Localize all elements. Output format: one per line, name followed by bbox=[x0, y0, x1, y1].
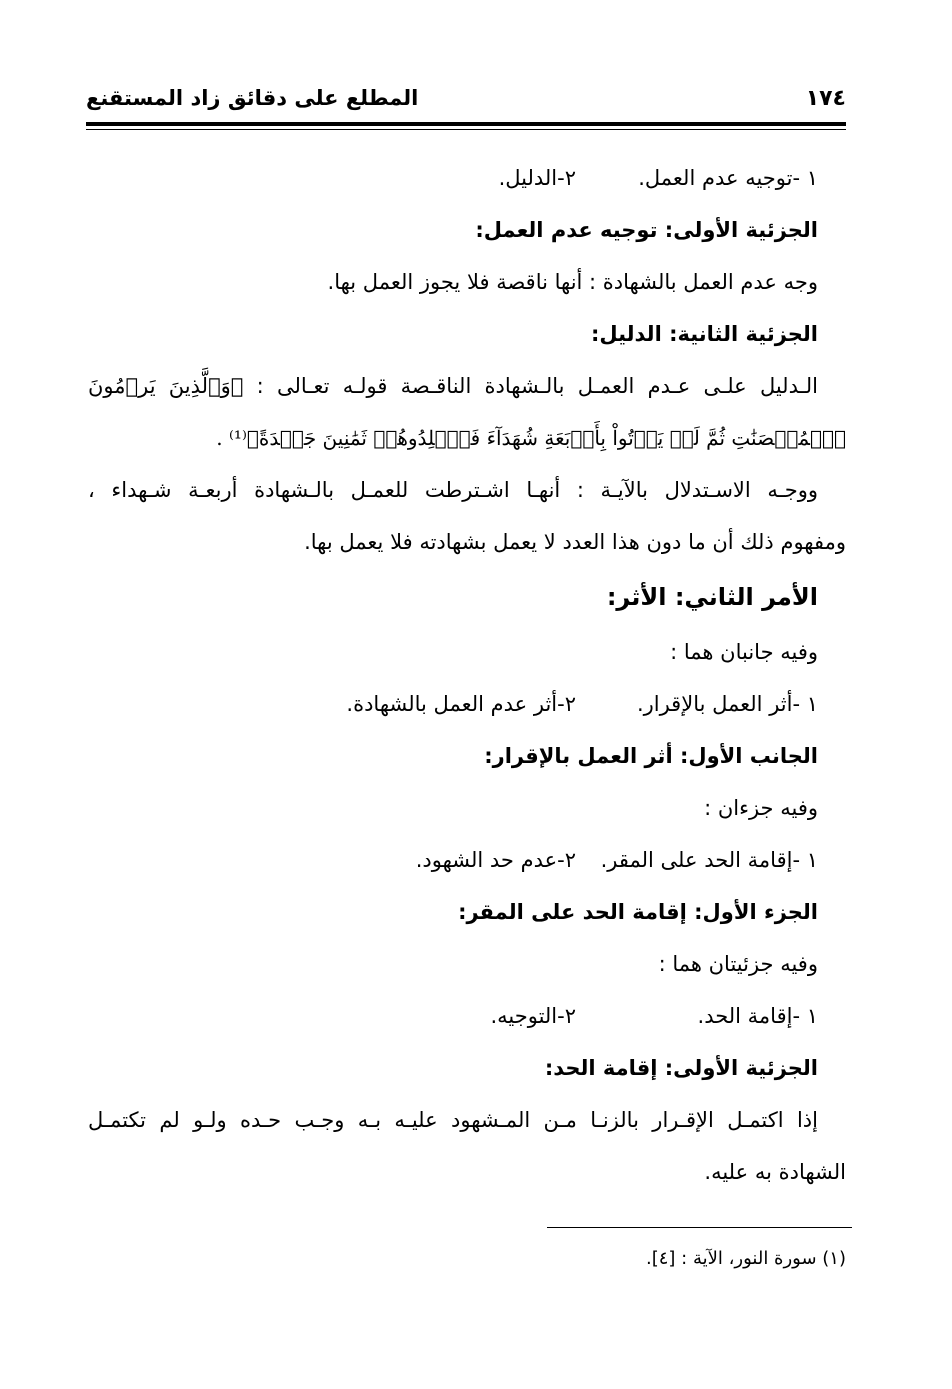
subheading: الجزئية الأولى: إقامة الحد: bbox=[544, 1056, 818, 1080]
paragraph-line: وجه عدم العمل بالشهادة : أنها ناقصة فلا يجوز العمل بها. bbox=[327, 270, 818, 294]
footnote: (١) سورة النور، الآية : [٤]. bbox=[646, 1248, 846, 1269]
list-item: ٢-الدليل. bbox=[498, 166, 576, 190]
list-item: ٢-عدم حد الشهود. bbox=[415, 848, 576, 872]
paragraph-line: ومفهوم ذلك أن ما دون هذا العدد لا يعمل بشهادته فلا يعمل بها. bbox=[304, 530, 846, 554]
book-title: المطلع على دقائق زاد المستقنع bbox=[86, 86, 419, 110]
subheading: الجزئية الأولى: توجيه عدم العمل: bbox=[475, 218, 818, 242]
footnote-rule bbox=[547, 1227, 852, 1228]
list-item: ١ -إقامة الحد على المقر. bbox=[600, 848, 818, 872]
paragraph-line: وفيه جزئيتان هما : bbox=[658, 952, 818, 976]
quran-verse-line: ٱلۡمُحۡصَنَٰتِ ثُمَّ لَمۡ يَأۡتُواْ بِأَرۡبَعَةِ شُهَدَآءَ فَٱجۡلِدُوهُمۡ ثَمَٰنِينَ جَلۡدَةً﴾⁽¹⁾ . bbox=[216, 426, 846, 450]
list-item: ١ -إقامة الحد. bbox=[697, 1004, 818, 1028]
list-row bbox=[88, 834, 846, 886]
page-number: ١٧٤ bbox=[805, 86, 846, 111]
running-header bbox=[86, 84, 846, 124]
paragraph-line: وفيه جزءان : bbox=[704, 796, 818, 820]
list-row bbox=[88, 678, 846, 730]
paragraph-line: الشهادة به عليه. bbox=[704, 1160, 846, 1184]
list-item: ١ -أثر العمل بالإقرار. bbox=[636, 692, 818, 716]
paragraph-line: وفيه جانبان هما : bbox=[670, 640, 818, 664]
list-row bbox=[88, 990, 846, 1042]
subheading: الجانب الأول: أثر العمل بالإقرار: bbox=[484, 744, 818, 768]
subheading: الجزئية الثانية: الدليل: bbox=[590, 322, 818, 346]
subheading: الجزء الأول: إقامة الحد على المقر: bbox=[458, 900, 818, 924]
paragraph-line: إذا اكتمـل الإقـرار بالزنـا مـن المـشهود عليـه بـه وجـب حـده ولـو لم تكتمـل bbox=[88, 1108, 818, 1132]
list-item: ٢-التوجيه. bbox=[490, 1004, 576, 1028]
header-rule-thick bbox=[86, 122, 846, 126]
list-row bbox=[88, 152, 846, 204]
paragraph-line: الـدليل علـى عـدم العمـل بالـشهادة الناقـصة قولـه تعـالى : ﴿وَٱلَّذِينَ يَرۡمُونَ bbox=[88, 374, 818, 398]
body-text bbox=[88, 152, 846, 1198]
header-rule-thin bbox=[86, 129, 846, 130]
paragraph-line: ووجـه الاسـتدلال بالآيـة : أنهـا اشـترطت للعمـل بالـشهادة أربعـة شـهداء ، bbox=[88, 478, 818, 502]
list-item: ٢-أثر عدم العمل بالشهادة. bbox=[346, 692, 576, 716]
list-item: ١ -توجيه عدم العمل. bbox=[638, 166, 818, 190]
section-heading: الأمر الثاني: الأثر: bbox=[606, 583, 818, 611]
